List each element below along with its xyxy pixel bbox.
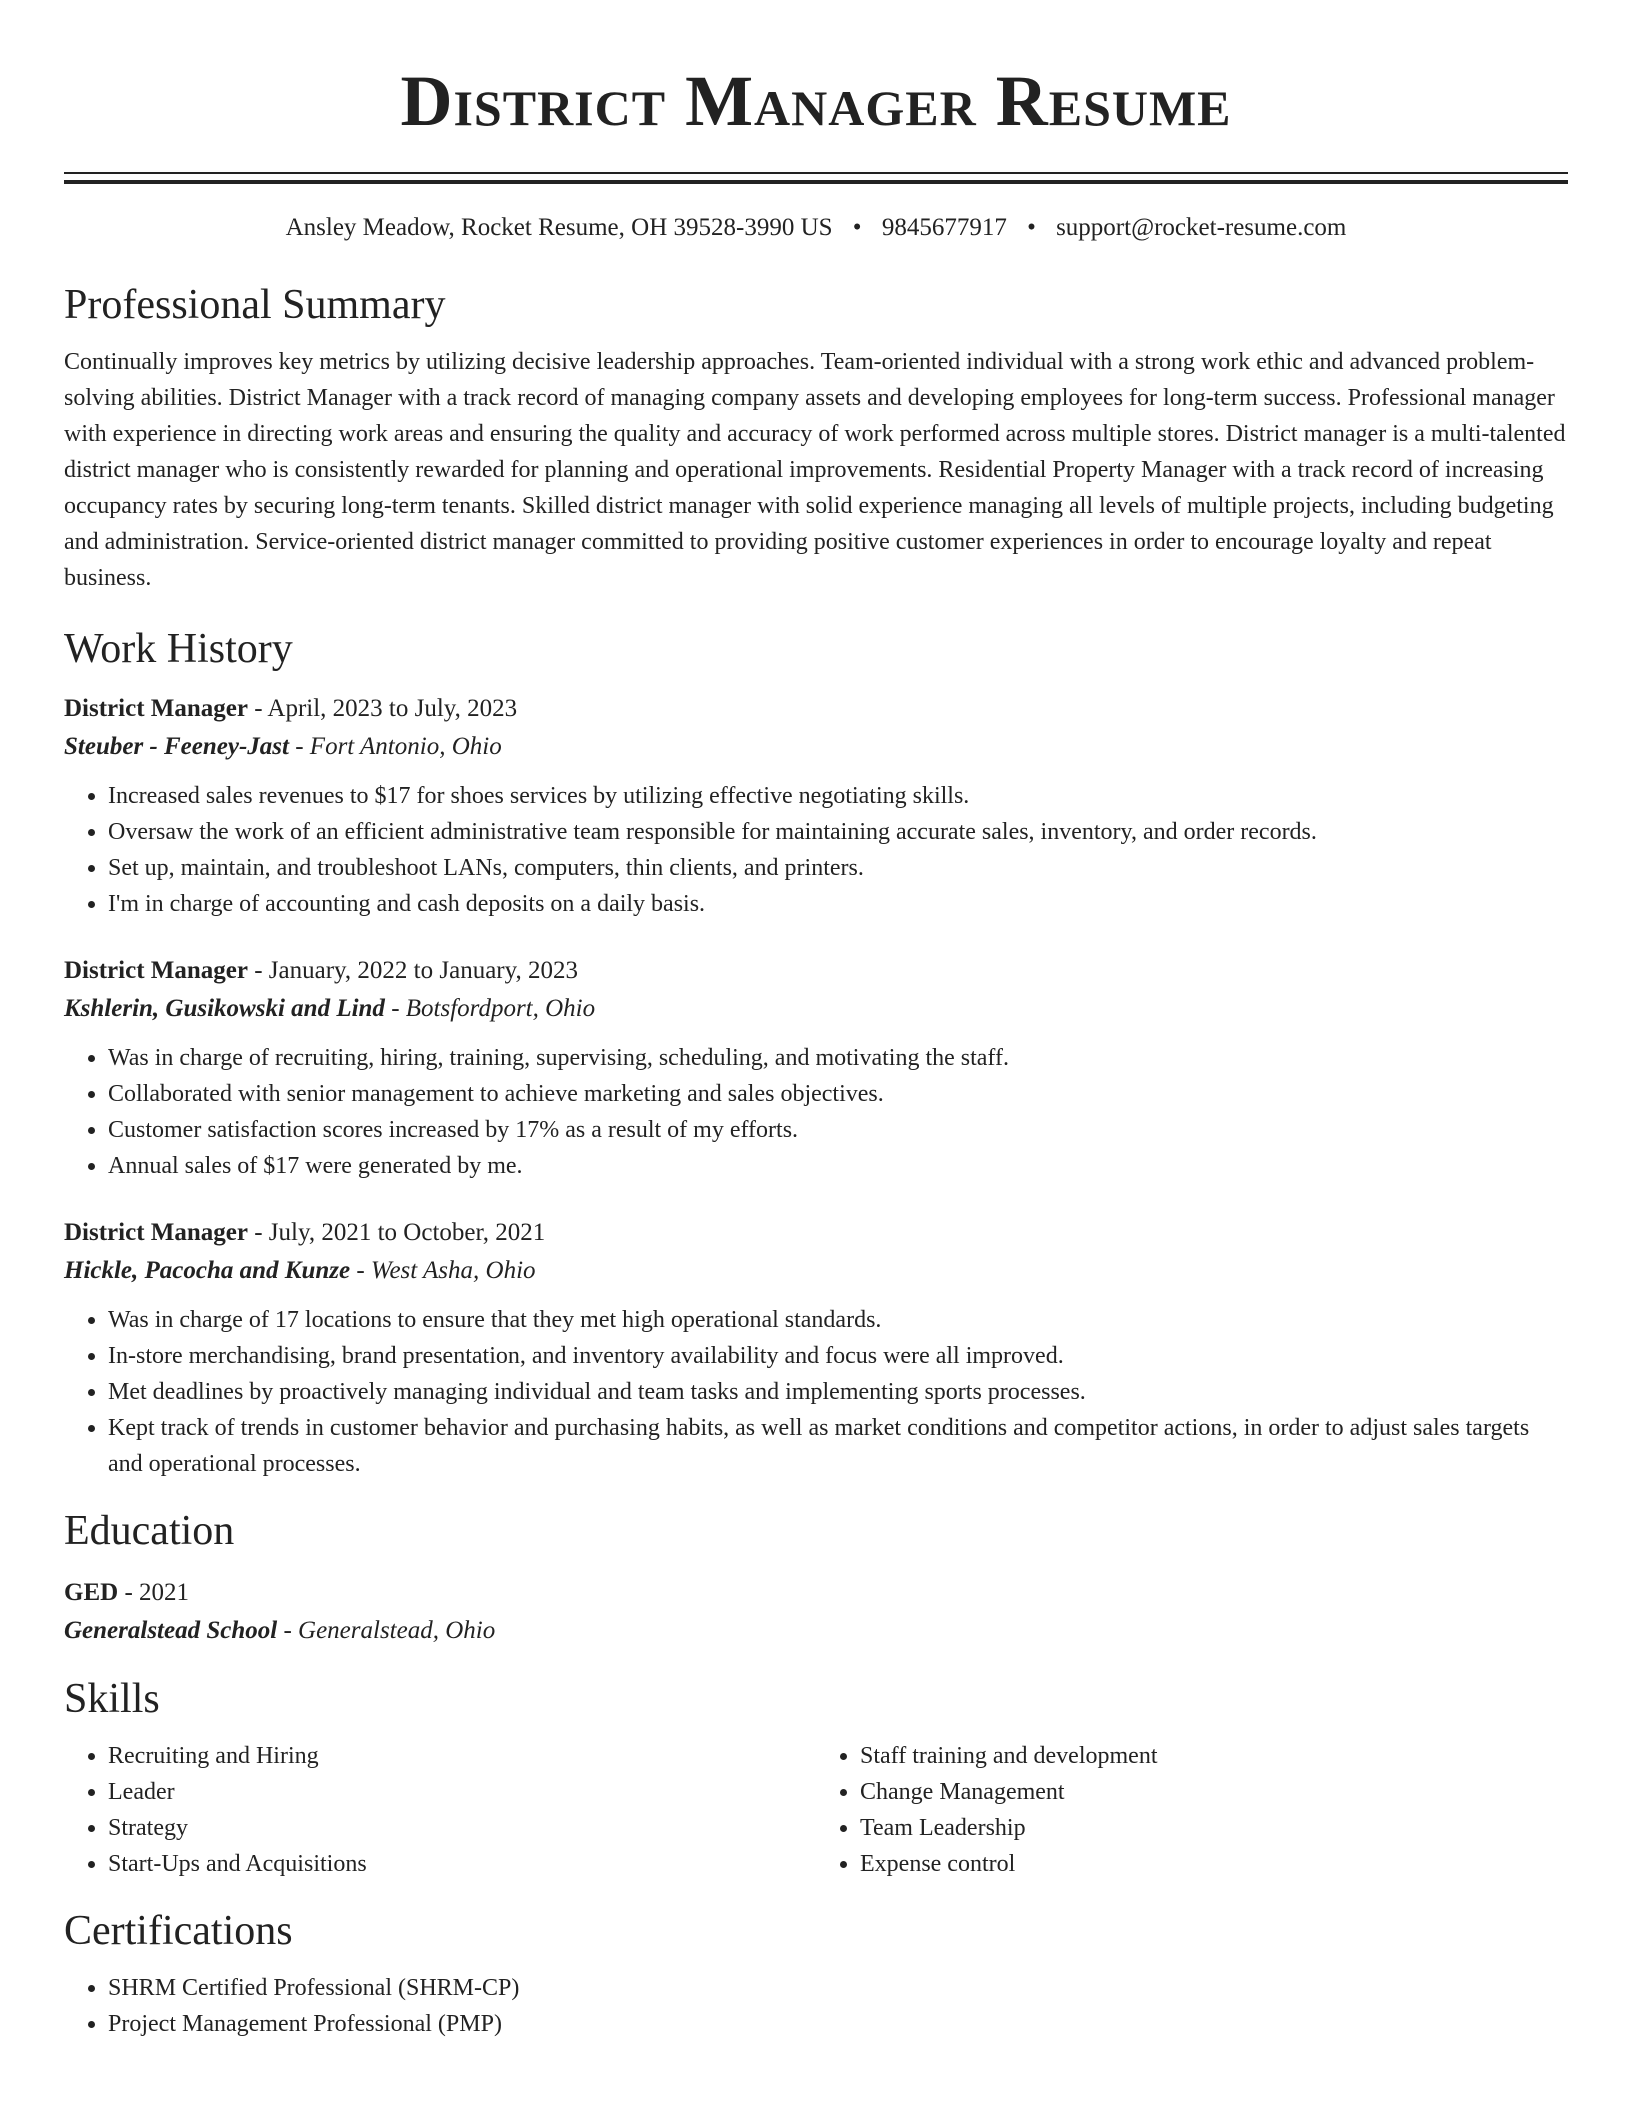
list-item: • Was in charge of recruiting, hiring, training, supervising, scheduling, and motivating the staff. (108, 1040, 1568, 1076)
list-item: • Kept track of trends in customer behavior and purchasing habits, as well as market conditions and competitor actions, in order to adjust sales targets and operational processes. (108, 1410, 1568, 1482)
resume-title: District Manager Resume (400, 61, 1232, 141)
skill-item: • Change Management (860, 1774, 1568, 1810)
contact-separator: • (1027, 214, 1036, 241)
job-bullets (64, 1040, 1568, 1184)
job-bullets (64, 778, 1568, 922)
skills-heading: Skills (64, 1676, 160, 1722)
degree-line (64, 1574, 1568, 1612)
title-divider (64, 172, 1568, 174)
certifications-heading: Certifications (64, 1908, 293, 1954)
skills-right-column (816, 1738, 1568, 1882)
school-line (64, 1612, 1568, 1650)
company-name: Hickle, Pacocha and Kunze (64, 1257, 351, 1284)
list-item: • Was in charge of 17 locations to ensure that they met high operational standards. (108, 1302, 1568, 1338)
skills-columns (64, 1738, 1568, 1882)
skills-left-column (64, 1738, 816, 1882)
job-entry (64, 690, 1568, 922)
school-name: Generalstead School (64, 1617, 278, 1644)
certification-item: • SHRM Certified Professional (SHRM-CP) (108, 1970, 1568, 2006)
work-history-heading: Work History (64, 626, 293, 672)
skill-item: • Expense control (860, 1846, 1568, 1882)
job-title-line (64, 690, 1568, 728)
company-line (64, 728, 1568, 766)
job-title: District Manager (64, 957, 248, 984)
job-title: District Manager (64, 695, 248, 722)
list-item: • In-store merchandising, brand presentation, and inventory availability and focus were all improved. (108, 1338, 1568, 1374)
skill-item: • Recruiting and Hiring (108, 1738, 816, 1774)
contact-email: support@rocket-resume.com (1056, 214, 1347, 241)
company-location: - West Asha, Ohio (350, 1257, 536, 1284)
list-item: • Collaborated with senior management to achieve marketing and sales objectives. (108, 1076, 1568, 1112)
job-bullets (64, 1302, 1568, 1482)
education-entry (64, 1574, 1568, 1650)
certifications-section (64, 1970, 1568, 2042)
company-location: - Botsfordport, Ohio (384, 995, 596, 1022)
job-title-line (64, 1214, 1568, 1252)
list-item: • Annual sales of $17 were generated by me. (108, 1148, 1568, 1184)
list-item: • I'm in charge of accounting and cash deposits on a daily basis. (108, 886, 1568, 922)
job-dates: - January, 2022 to January, 2023 (247, 957, 578, 984)
certifications-list (64, 1970, 1568, 2042)
skill-item: • Strategy (108, 1810, 816, 1846)
education-heading: Education (64, 1508, 235, 1554)
company-line (64, 990, 1568, 1028)
contact-phone: 9845677917 (881, 214, 1007, 241)
resume-page (64, 0, 1568, 2042)
job-dates: - July, 2021 to October, 2021 (247, 1219, 546, 1246)
summary-heading: Professional Summary (64, 282, 446, 328)
certification-item: • Project Management Professional (PMP) (108, 2006, 1568, 2042)
contact-separator: • (852, 214, 862, 241)
contact-line (64, 212, 1568, 244)
company-name: Kshlerin, Gusikowski and Lind (64, 995, 385, 1022)
list-item: • Oversaw the work of an efficient administrative team responsible for maintaining accurate sales, inventory, and order records. (108, 814, 1568, 850)
contact-address: Ansley Meadow, Rocket Resume, OH 39528-3990 US (285, 214, 833, 241)
list-item: • Increased sales revenues to $17 for shoes services by utilizing effective negotiating skills. (108, 778, 1568, 814)
skill-item: • Start-Ups and Acquisitions (108, 1846, 816, 1882)
degree-year: - 2021 (118, 1579, 190, 1606)
job-entry (64, 952, 1568, 1184)
list-item: • Set up, maintain, and troubleshoot LANs, computers, thin clients, and printers. (108, 850, 1568, 886)
job-title-line (64, 952, 1568, 990)
company-name: Steuber - Feeney-Jast (64, 733, 289, 760)
job-dates: - April, 2023 to July, 2023 (247, 695, 518, 722)
company-line (64, 1252, 1568, 1290)
company-location: - Fort Antonio, Ohio (288, 733, 502, 760)
job-title: District Manager (64, 1219, 248, 1246)
list-item: • Met deadlines by proactively managing individual and team tasks and implementing sports processes. (108, 1374, 1568, 1410)
school-location: - Generalstead, Ohio (277, 1617, 496, 1644)
list-item: • Customer satisfaction scores increased by 17% as a result of my efforts. (108, 1112, 1568, 1148)
summary-text: Continually improves key metrics by utilizing decisive leadership approaches. Team-oriented individual with a strong work ethic and advanced problem-solving abilities. District Manager with a track record of managing company assets and developing employees for long-term success. Professional manager with experience in directing work areas and ensuring the quality and accuracy of work performed across multiple stores. District manager is a multi-talented district manager who is consistently rewarded for planning and operational improvements. Residential Property Manager with a track record of increasing occupancy rates by securing long-term tenants. Skilled district manager with solid experience managing all levels of multiple projects, including budgeting and administration. Service-oriented district manager committed to providing positive customer experiences in order to encourage loyalty and repeat business. (64, 349, 1566, 591)
skill-item: • Staff training and development (860, 1738, 1568, 1774)
degree: GED (64, 1579, 119, 1606)
job-entry (64, 1214, 1568, 1482)
skill-item: • Leader (108, 1774, 816, 1810)
skill-item: • Team Leadership (860, 1810, 1568, 1846)
